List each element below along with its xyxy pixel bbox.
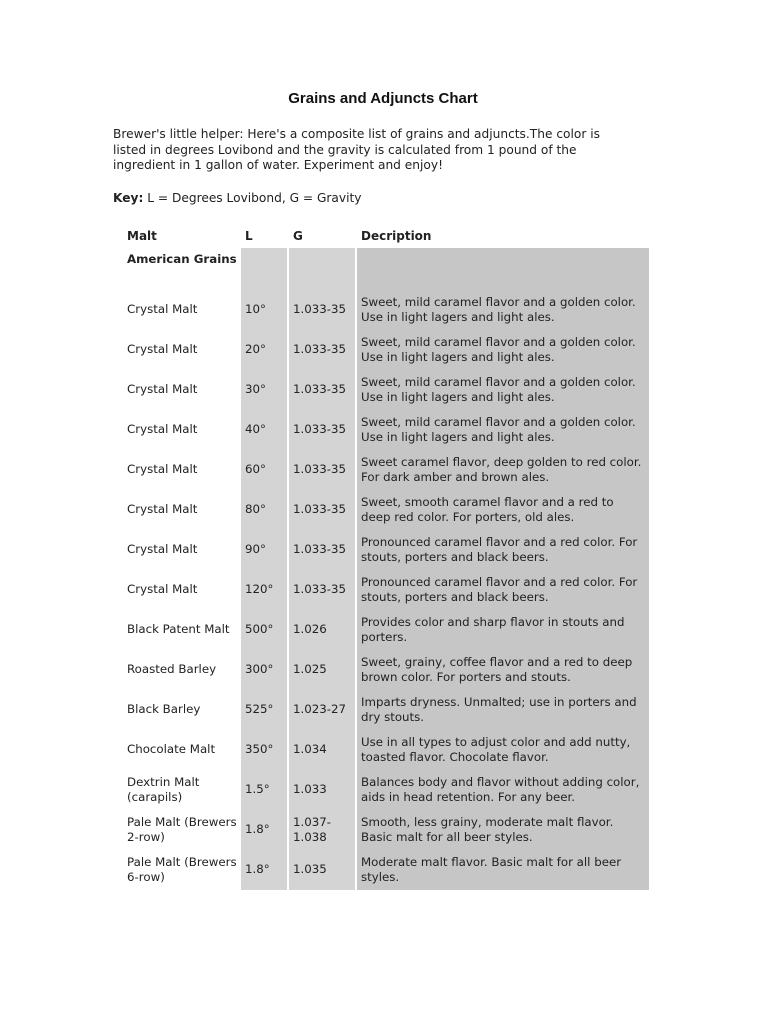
- description-cell: Sweet, mild caramel flavor and a golden color. Use in light lagers and light ales.: [357, 370, 649, 410]
- description-cell: Sweet caramel flavor, deep golden to red color. For dark amber and brown ales.: [357, 450, 649, 490]
- description-cell: Moderate malt flavor. Basic malt for all beer styles.: [357, 850, 649, 890]
- malt-cell: Crystal Malt: [123, 570, 241, 610]
- malt-cell: Roasted Barley: [123, 650, 241, 690]
- lovibond-cell: 90°: [241, 530, 289, 570]
- gravity-cell: 1.033-35: [289, 290, 357, 330]
- page-title: Grains and Adjuncts Chart: [288, 90, 478, 107]
- gravity-cell: 1.033-35: [289, 450, 357, 490]
- group-label: American Grains: [123, 248, 241, 290]
- table-row: [123, 450, 649, 490]
- lovibond-cell: 60°: [241, 450, 289, 490]
- lovibond-cell: 500°: [241, 610, 289, 650]
- table-row: [123, 730, 649, 770]
- table-row: [123, 530, 649, 570]
- lovibond-cell: 300°: [241, 650, 289, 690]
- malt-cell: Crystal Malt: [123, 290, 241, 330]
- gravity-cell: 1.026: [289, 610, 357, 650]
- header-description: Decription: [361, 228, 432, 243]
- gravity-cell: 1.033-35: [289, 530, 357, 570]
- malt-cell: Pale Malt (Brewers 2-row): [123, 810, 241, 850]
- key-text: L = Degrees Lovibond, G = Gravity: [147, 190, 362, 205]
- lovibond-cell: 350°: [241, 730, 289, 770]
- table-header-row: [123, 225, 649, 248]
- malt-cell: Black Barley: [123, 690, 241, 730]
- gravity-cell: 1.033-35: [289, 410, 357, 450]
- malt-cell: Crystal Malt: [123, 330, 241, 370]
- malt-cell: Dextrin Malt (carapils): [123, 770, 241, 810]
- group-l-cell: [241, 248, 289, 290]
- table-row: [123, 570, 649, 610]
- group-g-cell: [289, 248, 357, 290]
- grains-table: [123, 225, 649, 890]
- malt-cell: Crystal Malt: [123, 450, 241, 490]
- header-malt: Malt: [127, 228, 157, 243]
- gravity-cell: 1.023-27: [289, 690, 357, 730]
- group-row: [123, 248, 649, 290]
- description-cell: Imparts dryness. Unmalted; use in porters and dry stouts.: [357, 690, 649, 730]
- description-cell: Sweet, grainy, coffee flavor and a red to deep brown color. For porters and stouts.: [357, 650, 649, 690]
- malt-cell: Black Patent Malt: [123, 610, 241, 650]
- table-row: [123, 650, 649, 690]
- lovibond-cell: 40°: [241, 410, 289, 450]
- table-row: [123, 290, 649, 330]
- gravity-cell: 1.034: [289, 730, 357, 770]
- description-cell: Pronounced caramel flavor and a red color. For stouts, porters and black beers.: [357, 530, 649, 570]
- gravity-cell: 1.033-35: [289, 490, 357, 530]
- gravity-cell: 1.037-1.038: [289, 810, 357, 850]
- header-l: L: [245, 228, 253, 243]
- table-row: [123, 490, 649, 530]
- key-label: Key:: [113, 190, 144, 205]
- lovibond-cell: 1.5°: [241, 770, 289, 810]
- gravity-cell: 1.025: [289, 650, 357, 690]
- lovibond-cell: 1.8°: [241, 810, 289, 850]
- table-row: [123, 850, 649, 890]
- lovibond-cell: 1.8°: [241, 850, 289, 890]
- lovibond-cell: 80°: [241, 490, 289, 530]
- description-cell: Use in all types to adjust color and add nutty, toasted flavor. Chocolate flavor.: [357, 730, 649, 770]
- malt-cell: Crystal Malt: [123, 490, 241, 530]
- table-row: [123, 770, 649, 810]
- table-row: [123, 690, 649, 730]
- key-line: [113, 191, 653, 205]
- lovibond-cell: 20°: [241, 330, 289, 370]
- description-cell: Provides color and sharp flavor in stouts and porters.: [357, 610, 649, 650]
- description-cell: Smooth, less grainy, moderate malt flavor. Basic malt for all beer styles.: [357, 810, 649, 850]
- description-cell: Sweet, mild caramel flavor and a golden color. Use in light lagers and light ales.: [357, 410, 649, 450]
- lovibond-cell: 10°: [241, 290, 289, 330]
- malt-cell: Crystal Malt: [123, 410, 241, 450]
- description-cell: Balances body and flavor without adding color, aids in head retention. For any beer.: [357, 770, 649, 810]
- gravity-cell: 1.033-35: [289, 570, 357, 610]
- gravity-cell: 1.033-35: [289, 330, 357, 370]
- table-row: [123, 370, 649, 410]
- gravity-cell: 1.035: [289, 850, 357, 890]
- group-desc-cell: [357, 248, 649, 290]
- header-g: G: [293, 228, 303, 243]
- malt-cell: Crystal Malt: [123, 370, 241, 410]
- lovibond-cell: 525°: [241, 690, 289, 730]
- description-cell: Sweet, mild caramel flavor and a golden color. Use in light lagers and light ales.: [357, 330, 649, 370]
- description-cell: Pronounced caramel flavor and a red color. For stouts, porters and black beers.: [357, 570, 649, 610]
- document-page: [113, 90, 653, 890]
- malt-cell: Chocolate Malt: [123, 730, 241, 770]
- lovibond-cell: 120°: [241, 570, 289, 610]
- intro-paragraph: Brewer's little helper: Here's a composite list of grains and adjuncts.The color is listed in degrees Lovibond and the gravity is calculated from 1 pound of the ingredient in 1 gallon of water. Experiment and enjoy!: [113, 127, 600, 172]
- table-row: [123, 330, 649, 370]
- table-row: [123, 610, 649, 650]
- gravity-cell: 1.033-35: [289, 370, 357, 410]
- malt-cell: Crystal Malt: [123, 530, 241, 570]
- table-row: [123, 810, 649, 850]
- malt-cell: Pale Malt (Brewers 6-row): [123, 850, 241, 890]
- description-cell: Sweet, smooth caramel flavor and a red to deep red color. For porters, old ales.: [357, 490, 649, 530]
- lovibond-cell: 30°: [241, 370, 289, 410]
- table-row: [123, 410, 649, 450]
- description-cell: Sweet, mild caramel flavor and a golden color. Use in light lagers and light ales.: [357, 290, 649, 330]
- table-body: [123, 248, 649, 890]
- gravity-cell: 1.033: [289, 770, 357, 810]
